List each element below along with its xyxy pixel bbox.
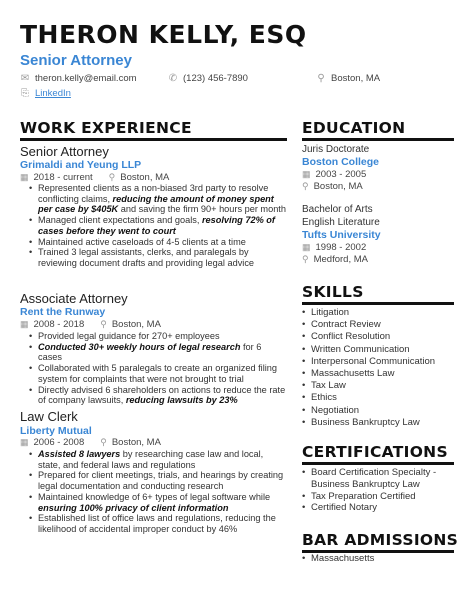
job-bullet: • Conducted 30+ weekly hours of legal research for 6 cases [28, 342, 286, 363]
skills-list [302, 307, 462, 429]
skills-item: • Contract Review [302, 319, 462, 331]
job-dates: 2018 - current [33, 172, 93, 183]
job-location: Boston, MA [111, 319, 161, 330]
skills-item: • Litigation [302, 307, 462, 319]
degree: Juris Doctorate [302, 144, 370, 155]
company-name: Grimaldi and Yeung LLP [20, 159, 142, 171]
calendar-icon: ▦ [20, 172, 29, 182]
skills-item: • Massachusetts Law [302, 368, 462, 380]
bar-item: • Massachusetts [302, 553, 462, 565]
job-location: Boston, MA [111, 437, 161, 448]
job-meta [20, 437, 161, 448]
map-pin-icon: ⚲ [100, 437, 107, 447]
job-bullet: • Trained 3 legal assistants, clerks, and paralegals by reviewing document drafts and providing legal advice [28, 247, 286, 268]
map-pin-icon: ⚲ [302, 181, 309, 191]
job-bullets [28, 183, 286, 269]
work-divider [20, 138, 287, 141]
contact-linkedin[interactable] [20, 88, 71, 99]
bar-section-title: BAR ADMISSIONS [302, 531, 459, 549]
certifications-divider [302, 462, 454, 465]
company-name: Liberty Mutual [20, 425, 92, 437]
candidate-name: THERON KELLY, ESQ [20, 20, 307, 49]
skills-item: • Tax Law [302, 380, 462, 392]
calendar-icon: ▦ [302, 242, 311, 252]
job-dates: 2006 - 2008 [33, 437, 85, 448]
calendar-icon: ▦ [20, 437, 29, 447]
contact-phone[interactable] [168, 73, 248, 84]
phone-icon: ✆ [168, 73, 178, 84]
certifications-item: • Tax Preparation Certified [302, 491, 462, 503]
envelope-icon: ✉ [20, 73, 30, 84]
emphasis-text: Conducted 30+ weekly hours of legal research [38, 341, 241, 352]
job-location: Boston, MA [120, 172, 170, 183]
job-title: Associate Attorney [20, 291, 128, 306]
work-section-title: WORK EXPERIENCE [20, 119, 192, 137]
edu-dates [302, 169, 366, 180]
job-title: Senior Attorney [20, 144, 109, 159]
map-pin-icon: ⚲ [302, 254, 309, 264]
job-dates: 2008 - 2018 [33, 319, 85, 330]
emphasis-text: reducing the amount of money spent per case by $405K [38, 193, 274, 215]
location-text: Boston, MA [331, 73, 381, 84]
candidate-role: Senior Attorney [20, 52, 132, 69]
certifications-list [302, 467, 462, 514]
email-text: theron.kelly@email.com [35, 73, 137, 84]
degree: Bachelor of Arts [302, 204, 373, 215]
education-divider [302, 138, 454, 141]
skills-divider [302, 302, 454, 305]
edu-dates [302, 242, 366, 253]
skills-item: • Conflict Resolution [302, 331, 462, 343]
edu-dates-text: 2003 - 2005 [315, 169, 367, 180]
job-bullets [28, 331, 286, 406]
link-icon: ⎘ [21, 88, 29, 99]
bar-list [302, 553, 462, 565]
calendar-icon: ▦ [20, 319, 29, 329]
job-bullets [28, 449, 286, 535]
certifications-item: • Board Certification Specialty - Business Bankruptcy Law [302, 467, 462, 491]
emphasis-text: reducing lawsuits by 23% [125, 395, 238, 406]
edu-location-text: Medford, MA [313, 254, 368, 265]
company-name: Rent the Runway [20, 306, 106, 318]
job-meta [20, 172, 169, 183]
school-name: Tufts University [302, 229, 381, 241]
skills-item: • Business Bankruptcy Law [302, 417, 462, 429]
contact-location [316, 73, 380, 84]
job-bullet: • Directly advised 6 shareholders on actions to reduce the rate of company lawsuits, reducing lawsuits by 23% [28, 385, 286, 406]
edu-dates-text: 1998 - 2002 [315, 242, 367, 253]
job-bullet: • Maintained active caseloads of 4-5 clients at a time [28, 237, 286, 248]
degree-field: English Literature [302, 217, 380, 228]
edu-location-text: Boston, MA [313, 181, 363, 192]
emphasis-text: Assisted 8 lawyers [38, 449, 121, 459]
skills-item: • Ethics [302, 392, 462, 404]
edu-location [302, 181, 363, 192]
calendar-icon: ▦ [302, 169, 311, 179]
job-bullet: • Provided legal guidance for 270+ employees [28, 331, 286, 342]
job-bullet: • Assisted 8 lawyers by researching case law and local, state, and federal laws and regulations [28, 449, 286, 470]
certifications-section-title: CERTIFICATIONS [302, 443, 448, 461]
school-name: Boston College [302, 156, 380, 168]
job-bullet: • Represented clients as a non-biased 3rd party to resolve conflicting claims, reducing the amount of money spent per case by $405K and saving the firm 90+ hours per month [28, 183, 286, 215]
linkedin-link[interactable]: LinkedIn [35, 88, 71, 99]
job-bullet: • Maintained knowledge of 6+ types of legal software while ensuring 100% privacy of client information [28, 492, 286, 513]
emphasis-text: resolving 72% of cases before they went to court [38, 215, 275, 236]
skills-item: • Interpersonal Communication [302, 356, 462, 368]
emphasis-text: ensuring 100% privacy of client information [38, 502, 229, 513]
job-meta [20, 319, 161, 330]
job-bullet: • Established list of office laws and regulations, reducing the likelihood of accidental improper conduct by 46% [28, 513, 286, 534]
job-title: Law Clerk [20, 409, 78, 424]
map-pin-icon: ⚲ [317, 73, 325, 84]
education-section-title: EDUCATION [302, 119, 406, 137]
skills-section-title: SKILLS [302, 283, 364, 301]
phone-text: (123) 456-7890 [183, 73, 248, 84]
skills-item: • Negotiation [302, 405, 462, 417]
job-bullet: • Collaborated with 5 paralegals to create an organized filing system for complaints that were not brought to trial [28, 363, 286, 384]
edu-location [302, 254, 368, 265]
job-bullet: • Managed client expectations and goals, resolving 72% of cases before they went to court [28, 215, 286, 236]
map-pin-icon: ⚲ [108, 172, 116, 182]
certifications-item: • Certified Notary [302, 502, 462, 514]
contact-email[interactable] [20, 73, 137, 84]
map-pin-icon: ⚲ [100, 319, 107, 329]
skills-item: • Written Communication [302, 344, 462, 356]
job-bullet: • Prepared for client meetings, trials, and hearings by creating legal documentation and conducting research [28, 470, 286, 491]
